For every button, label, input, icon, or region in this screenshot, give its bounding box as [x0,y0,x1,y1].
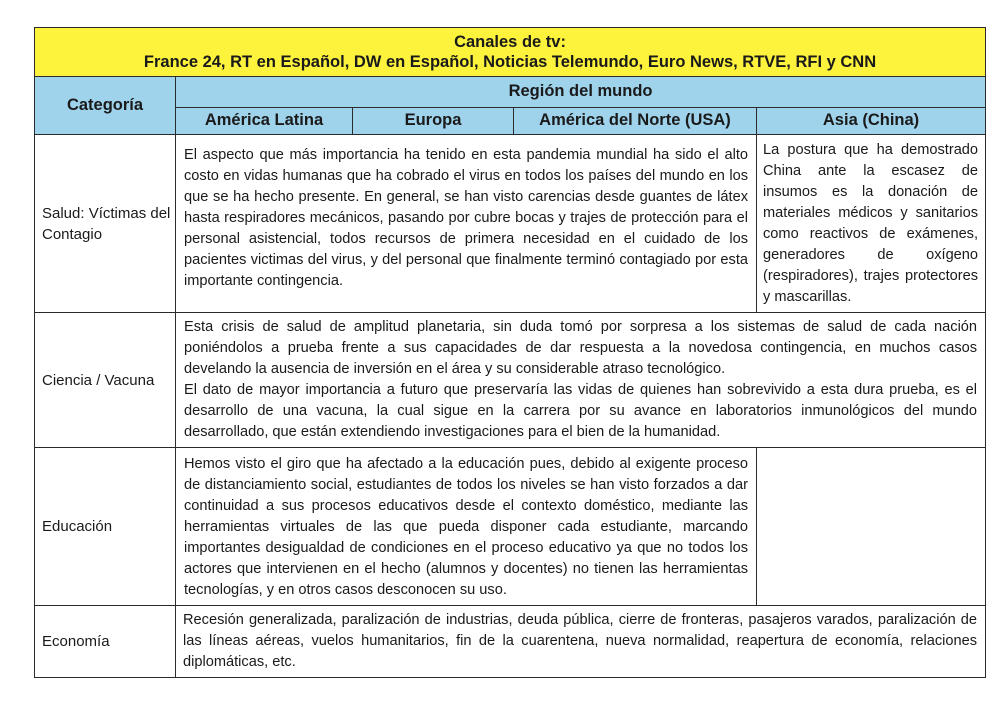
header-categoria: Categoría [35,77,176,135]
ciencia-paragraph-1: Esta crisis de salud de amplitud planetaria, sin duda tomó por sorpresa a los sistemas de salud de cada nación poniéndolos a prueba frente a sus capacidades de dar respuesta a la novedosa contingencia, en muchos casos develando la ausencia de inversión en el área y su considerable atraso tecnológico. [184,319,978,377]
cell-economia-main: Recesión generalizada, paralización de industrias, deuda pública, cierre de fronteras, pasajeros varados, paralización de las líneas aéreas, vuelos humanitarios, fin de la cuarentena, nueva normalidad, reapertura de economía, relaciones diplomáticas, etc. [176,606,986,678]
header-america-del-norte: América del Norte (USA) [514,107,757,134]
title-line-2: France 24, RT en Español, DW en Español, Noticias Telemundo, Euro News, RTVE, RFI y CNN [143,53,877,71]
table-row-ciencia [35,313,986,448]
table-row-educacion [35,448,986,606]
cell-educacion-china [757,448,986,606]
header-europa: Europa [353,107,514,134]
cell-salud-china: La postura que ha demostrado China ante la escasez de insumos es la donación de materiales médicos y sanitarios como reactivos de exámenes, generadores de oxígeno (respiradores), trajes protectores y mascarillas. [757,135,986,313]
header-asia-china: Asia (China) [757,107,986,134]
cell-educacion-main: Hemos visto el giro que ha afectado a la educación pues, debido al exigente proceso de distanciamiento social, estudiantes de todos los niveles se han visto forzados a dar continuidad a sus procesos educativos desde el contexto doméstico, mediante las herramientas virtuales de las que pueda disponer cada estudiante, marcando importantes desigualdad de condiciones en el proceso educativo ya que no todos los actores que intervienen en el hecho (alumnos y docentes) no tienen las herramientas tecnologías, y en otros casos desconocen su uso. [176,448,757,606]
header-region: Región del mundo [176,77,986,108]
cell-ciencia-main [176,313,986,448]
table-title [35,28,986,77]
cell-salud-main: El aspecto que más importancia ha tenido en esta pandemia mundial ha sido el alto costo en vidas humanas que ha cobrado el virus en todos los países del mundo en los que se ha hecho presente. En general, se han visto carencias desde guantes de látex hasta respiradores mecánicos, pasando por cubre bocas y trajes de protección para el personal asistencial, todos recursos de primera necesidad en el cuidado de los pacientes victimas del virus, y del personal que finalmente terminó contagiado por esta importante contingencia. [176,135,757,313]
category-salud: Salud: Víctimas del Contagio [35,135,176,313]
category-economia: Economía [35,606,176,678]
category-educacion: Educación [35,448,176,606]
news-channels-table [34,27,986,678]
header-row [35,77,986,108]
document-table-wrapper [34,27,985,678]
table-row-salud [35,135,986,313]
header-america-latina: América Latina [176,107,353,134]
title-line-1: Canales de tv: [454,33,566,51]
table-row-economia [35,606,986,678]
title-row [35,28,986,77]
region-subheader-row [35,107,986,134]
ciencia-paragraph-2: El dato de mayor importancia a futuro que preservaría las vidas de quienes han sobrevivido a esta dura prueba, es el desarrollo de una vacuna, la cual sigue en la carrera por su avance en laboratorios inmunológicos del mundo desarrollado, que están extendiendo investigaciones para el bien de la humanidad. [184,382,978,440]
category-ciencia: Ciencia / Vacuna [35,313,176,448]
